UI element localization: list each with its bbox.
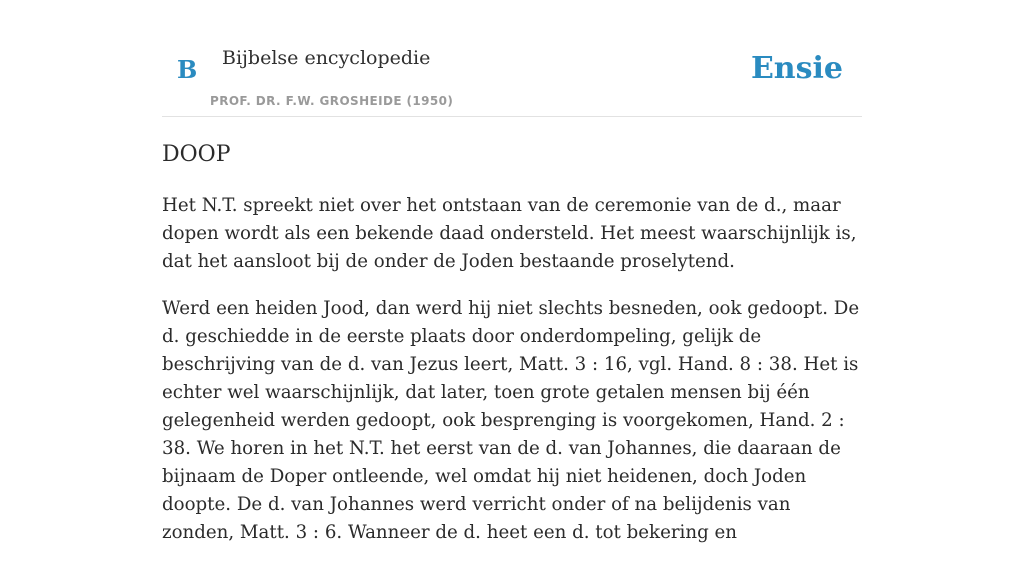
article-paragraph-2: Werd een heiden Jood, dan werd hij niet slechts besneden, ook gedoopt. De d. geschiedde in de eerste plaats door onderdompeling, gelijk de beschrijving van de d. van Jezus leert, Matt. 3 : 16, vgl. Hand. 8 : 38. Het is echter wel waarschijnlijk, dat later, toen grote getalen mensen bij één gelegenheid werden gedoopt, ook besprenging is voorgekomen, Hand. 2 : 38. We horen in het N.T. het eerst van de d. van Johannes, die daaraan de bijnaam de Doper ontleende, wel omdat hij niet heidenen, doch Joden doopte. De d. van Johannes werd verricht onder of na belijdenis van zonden, Matt. 3 : 6. Wanneer de d. heet een d. tot bekering en	[162, 298, 860, 543]
ensie-logo-link[interactable]: Ensie	[750, 51, 843, 86]
article-paragraph-1: Het N.T. spreekt niet over het ontstaan van de ceremonie van de d., maar dopen wordt als een bekende daad ondersteld. Het meest waarschijnlijk is, dat het aansloot bij de onder de Joden bestaande proselytend.	[162, 195, 857, 272]
book-initial-badge[interactable]: B	[177, 55, 198, 84]
page-header	[162, 0, 862, 117]
book-author: PROF. DR. F.W. GROSHEIDE (1950)	[210, 94, 454, 108]
article-title: DOOP	[162, 142, 231, 167]
article-body	[162, 192, 864, 566]
book-title-link[interactable]: Bijbelse encyclopedie	[222, 47, 431, 69]
